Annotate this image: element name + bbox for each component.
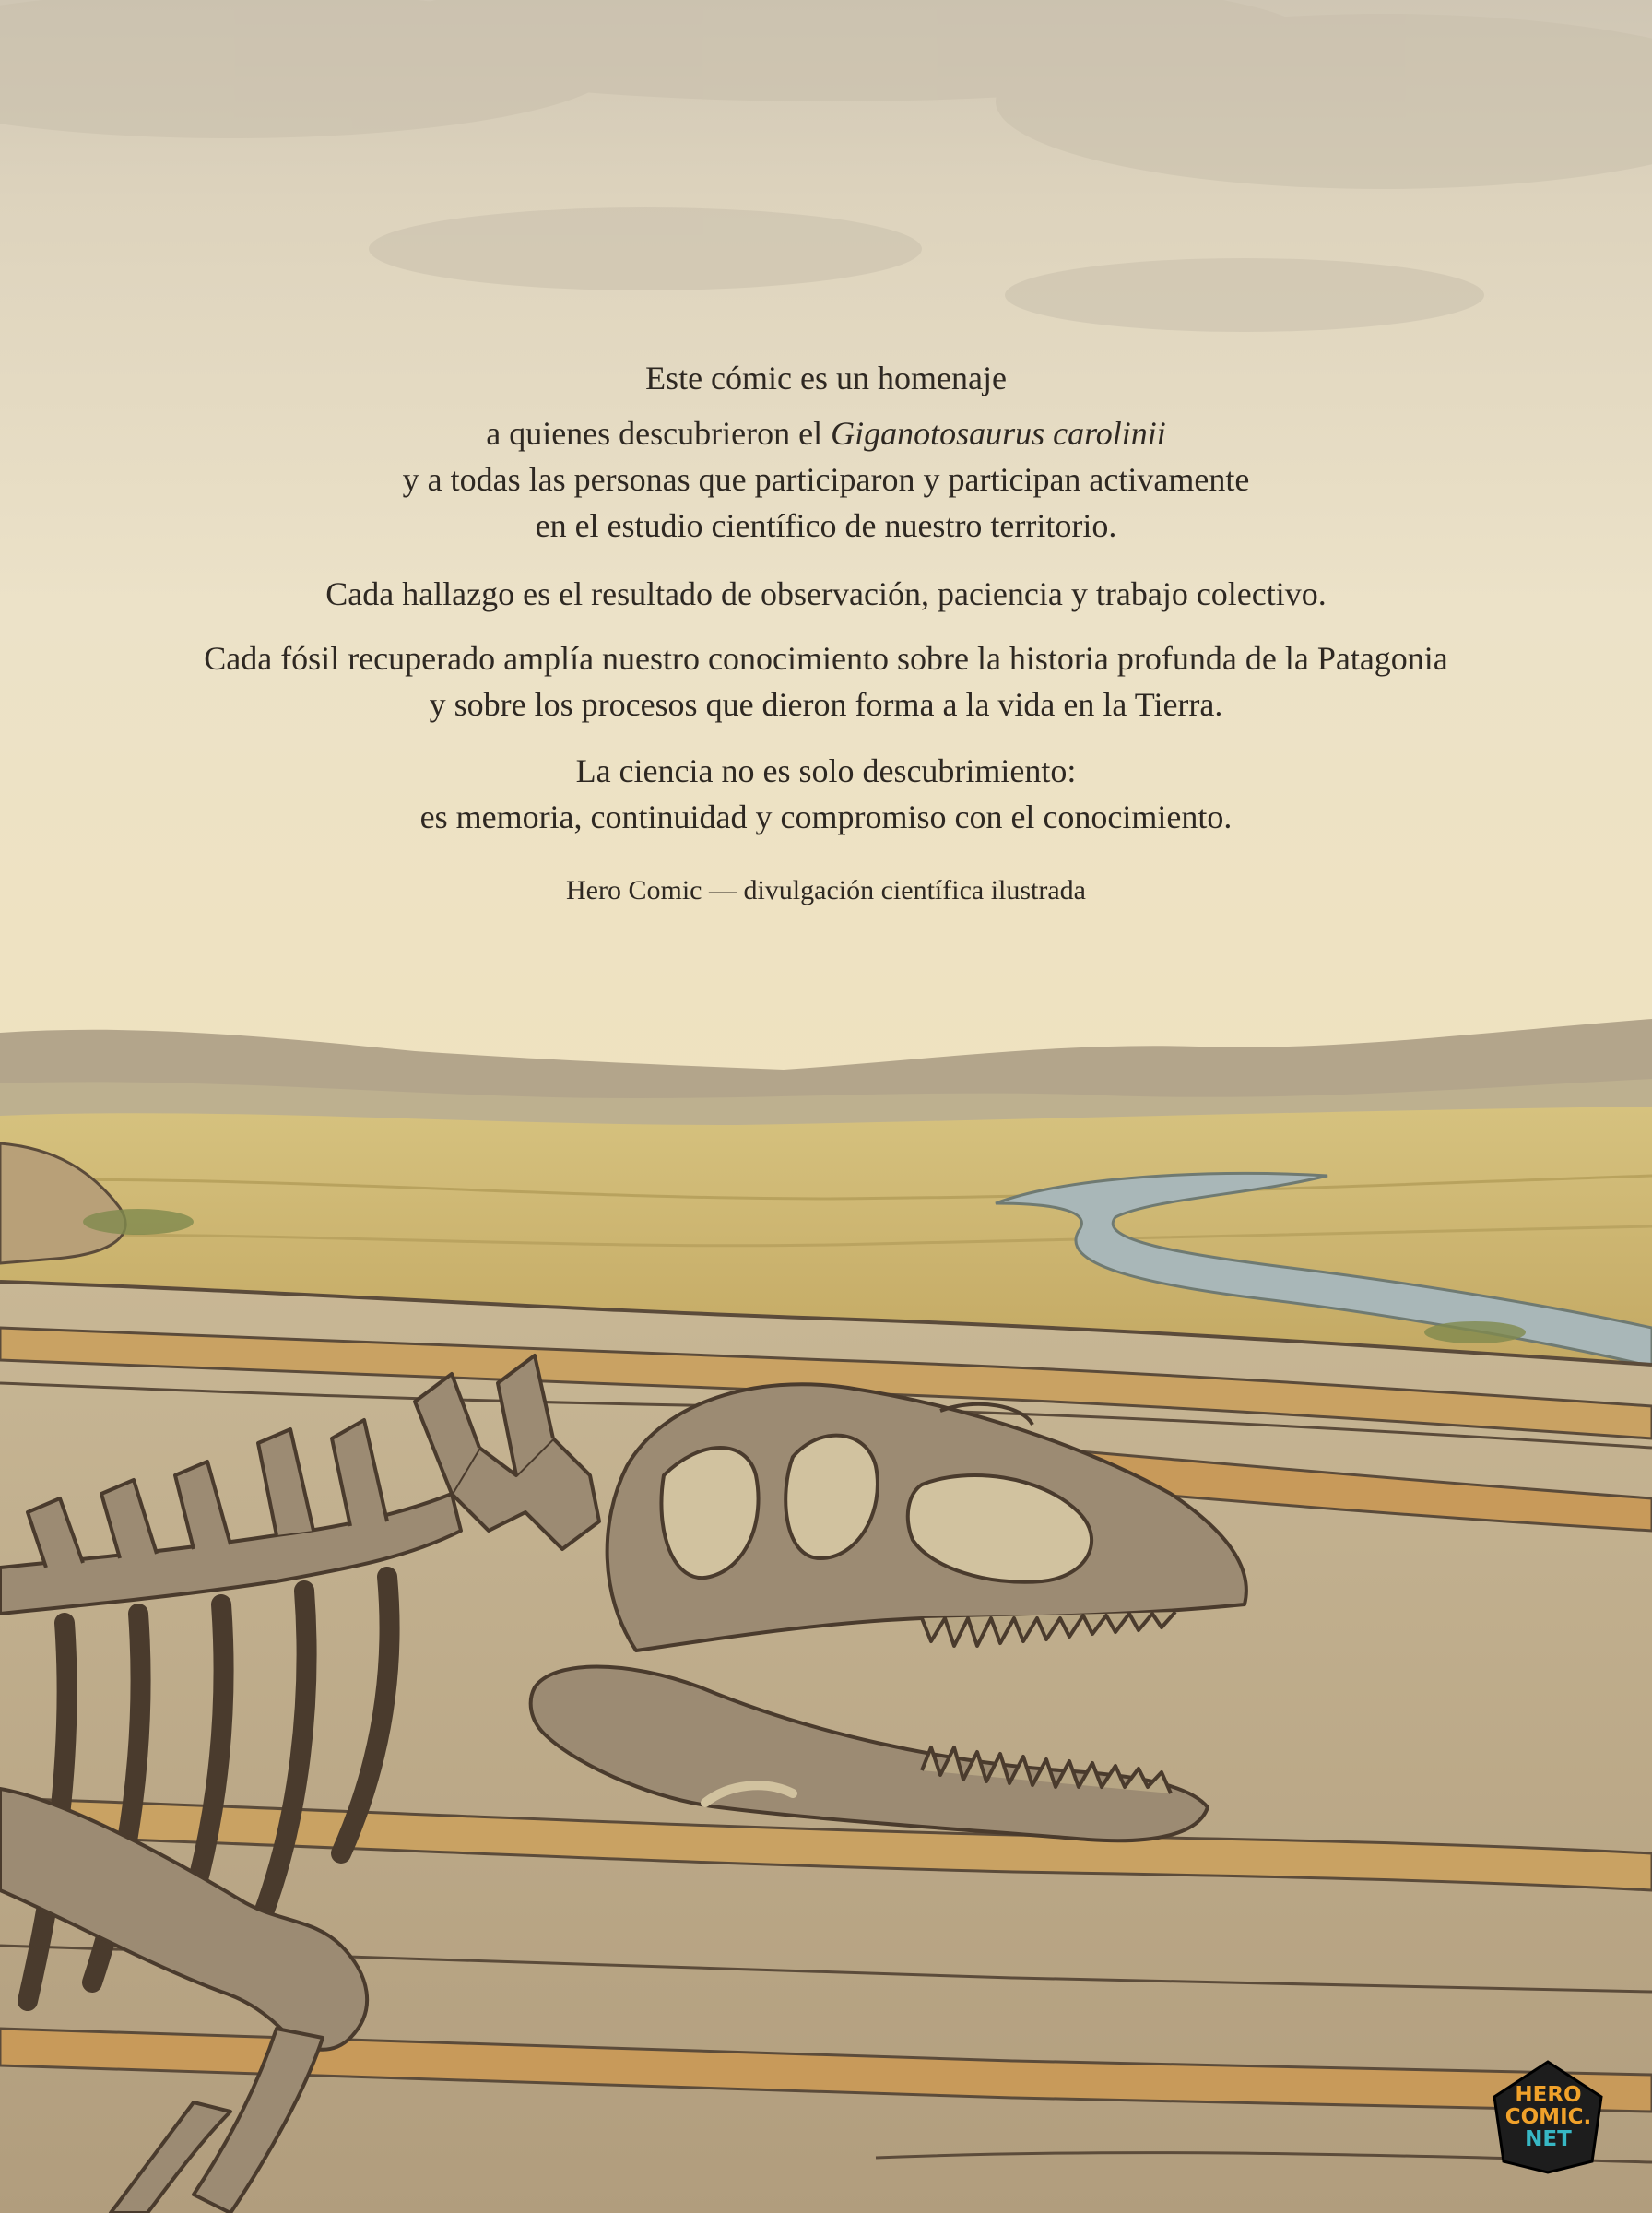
dedication-line-2: [0, 413, 1652, 454]
dedication-line-8: La ciencia no es solo descubrimiento:: [575, 752, 1077, 789]
dedication-line-1: Este cómic es un homenaje: [645, 360, 1007, 396]
species-name: Giganotosaurus carolinii: [831, 415, 1166, 452]
dedication-line-6: Cada fósil recuperado amplía nuestro conocimiento sobre la historia profunda de la Patagonia: [204, 640, 1448, 677]
dedication-line-4: en el estudio científico de nuestro territorio.: [535, 507, 1117, 544]
dedication-line-5: Cada hallazgo es el resultado de observación, paciencia y trabajo colectivo.: [325, 575, 1327, 612]
dedication-line-7: y sobre los procesos que dieron forma a la vida en la Tierra.: [429, 686, 1223, 723]
herocomic-logo: [1491, 2060, 1606, 2174]
credit-line: Hero Comic — divulgación científica ilustrada: [566, 875, 1086, 905]
dedication-line-3: y a todas las personas que participaron y participan activamente: [402, 461, 1250, 498]
dedication-line-9: es memoria, continuidad y compromiso con el conocimiento.: [419, 799, 1233, 835]
logo-word-hero: HERO: [1515, 2083, 1582, 2107]
logo-word-comic: COMIC.: [1504, 2105, 1592, 2129]
dedication-line-2-prefix: a quienes descubrieron el: [486, 415, 832, 452]
logo-word-net: NET: [1525, 2127, 1572, 2151]
